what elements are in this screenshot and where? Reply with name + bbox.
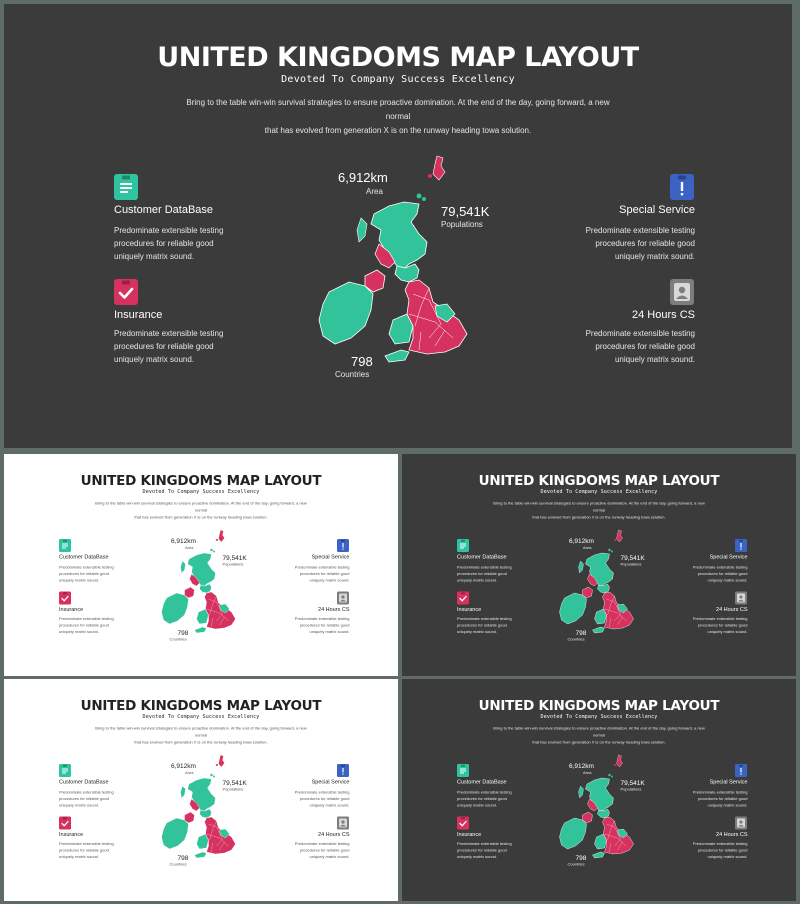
stat-population-label: Populations xyxy=(620,562,642,567)
map-western-isles xyxy=(181,561,186,573)
clipboard-alert-icon xyxy=(337,764,349,777)
stat-countries-value: 798 xyxy=(351,354,373,369)
uk-map xyxy=(309,154,479,364)
feature-title-insurance: Insurance xyxy=(59,606,84,613)
feature-desc-customer: Predominate extensible testing procedures for reliable good uniquely matrix sound. xyxy=(457,790,512,808)
slide-title: UNITED KINGDOMS MAP LAYOUT xyxy=(478,473,720,489)
feature-title-customer: Customer DataBase xyxy=(59,554,109,560)
stat-population-value: 79,541K xyxy=(222,554,247,562)
stat-area-label: Area xyxy=(583,545,592,550)
stat-countries-label: Countries xyxy=(567,862,585,867)
map-england xyxy=(603,817,634,854)
stat-countries-label: Countries xyxy=(169,637,187,642)
clipboard-list-icon xyxy=(59,539,71,552)
slide-subtitle: Devoted To Company Success Excellency xyxy=(540,714,658,720)
slide-subtitle: Devoted To Company Success Excellency xyxy=(142,714,260,720)
feature-desc-support: Predominate extensible testing procedures for reliable good uniquely matrix sound. xyxy=(692,616,748,634)
feature-desc-customer: Predominate extensible testing procedures for reliable good uniquely matrix sound. xyxy=(457,565,512,583)
feature-title-special: Special Service xyxy=(709,554,748,560)
stat-countries-label: Countries xyxy=(567,637,585,642)
clipboard-list-icon xyxy=(457,764,469,777)
slide-thumbnail-1[interactable] xyxy=(4,4,792,448)
intro-text: Bring to the table win-win survival strategies to ensure proactive domination. At the end of the day, going forward, a new normal that has evolved from generation X is on the runway heading towa solution. xyxy=(95,726,307,745)
feature-desc-insurance: Predominate extensible testing procedures for reliable good uniquely matrix sound. xyxy=(457,841,512,859)
map-ireland xyxy=(560,818,587,849)
stat-population-label: Populations xyxy=(222,562,244,567)
feature-desc-support: Predominate extensible testing procedures for reliable good uniquely matrix sound. xyxy=(294,841,350,859)
feature-title-special: Special Service xyxy=(619,204,695,216)
feature-title-customer: Customer DataBase xyxy=(59,779,109,785)
clipboard-alert-icon xyxy=(337,539,349,552)
orkney-islands xyxy=(417,194,427,202)
map-western-isles xyxy=(357,218,367,242)
stat-population-value: 79,541K xyxy=(441,204,490,219)
slide-title: UNITED KINGDOMS MAP LAYOUT xyxy=(157,42,639,73)
stat-area-label: Area xyxy=(185,545,194,550)
slide-subtitle: Devoted To Company Success Excellency xyxy=(142,489,260,495)
map-ireland xyxy=(162,593,189,624)
feature-title-support: 24 Hours CS xyxy=(716,606,748,613)
feature-title-support: 24 Hours CS xyxy=(318,606,350,613)
slide-thumbnail-4[interactable] xyxy=(4,679,398,901)
map-ireland xyxy=(319,282,373,344)
feature-title-insurance: Insurance xyxy=(59,831,84,838)
map-cornwall xyxy=(195,627,207,633)
clipboard-list-icon xyxy=(59,764,71,777)
intro-text: Bring to the table win-win survival strategies to ensure proactive domination. At the end of the day, going forward, a new normal that has evolved from generation X is on the runway heading towa solution. xyxy=(95,501,307,520)
feature-title-support: 24 Hours CS xyxy=(632,309,695,321)
stat-countries-value: 798 xyxy=(575,629,587,637)
feature-title-insurance: Insurance xyxy=(457,831,482,838)
stat-countries-label: Countries xyxy=(169,862,187,867)
clipboard-alert-icon xyxy=(735,764,747,777)
stat-population-label: Populations xyxy=(620,787,642,792)
stat-population-label: Populations xyxy=(222,787,244,792)
intro-text: Bring to the table win-win survival strategies to ensure proactive domination. At the end of the day, going forward, a new normal that has evolved from generation X is on the runway heading towa solution. xyxy=(493,726,705,745)
stat-area-label: Area xyxy=(185,770,194,775)
stat-area-value: 6,912km xyxy=(569,762,594,770)
feature-desc-insurance: Predominate extensible testing procedures for reliable good uniquely matrix sound. xyxy=(59,616,114,634)
stat-countries-value: 798 xyxy=(177,629,189,637)
stat-area-label: Area xyxy=(366,187,383,196)
slide-subtitle: Devoted To Company Success Excellency xyxy=(540,489,658,495)
feature-desc-support: Predominate extensible testing procedures for reliable good uniquely matrix sound. xyxy=(585,329,695,364)
clipboard-list-icon xyxy=(457,539,469,552)
map-england xyxy=(205,817,236,854)
feature-title-special: Special Service xyxy=(311,554,350,560)
stat-population-value: 79,541K xyxy=(620,779,645,787)
clipboard-check-icon xyxy=(457,592,469,605)
uk-map xyxy=(555,529,640,634)
feature-desc-special: Predominate extensible testing procedures for reliable good uniquely matrix sound. xyxy=(692,565,748,583)
slide-title: UNITED KINGDOMS MAP LAYOUT xyxy=(80,473,322,489)
feature-desc-special: Predominate extensible testing procedures for reliable good uniquely matrix sound. xyxy=(585,226,695,261)
map-cornwall xyxy=(385,350,409,362)
map-scotland-south xyxy=(395,264,419,282)
clipboard-alert-icon xyxy=(670,174,694,200)
map-england xyxy=(603,592,634,629)
feature-desc-special: Predominate extensible testing procedures for reliable good uniquely matrix sound. xyxy=(692,790,748,808)
slide-subtitle: Devoted To Company Success Excellency xyxy=(281,74,515,85)
map-ireland xyxy=(560,593,587,624)
stat-area-value: 6,912km xyxy=(338,170,388,185)
feature-desc-customer: Predominate extensible testing procedures for reliable good uniquely matrix sound. xyxy=(59,565,114,583)
stat-area-label: Area xyxy=(583,770,592,775)
slide-title: UNITED KINGDOMS MAP LAYOUT xyxy=(478,698,720,714)
intro-text: Bring to the table win-win survival strategies to ensure proactive domination. At the end of the day, going forward, a new normal that has evolved from generation X is on the runway heading towa solution. xyxy=(186,98,610,135)
feature-desc-special: Predominate extensible testing procedures for reliable good uniquely matrix sound. xyxy=(294,565,350,583)
clipboard-person-icon xyxy=(337,817,349,830)
slide-thumbnail-2[interactable] xyxy=(4,454,398,676)
map-western-isles xyxy=(579,561,584,573)
uk-map xyxy=(157,529,242,634)
clipboard-person-icon xyxy=(337,592,349,605)
slide-title: UNITED KINGDOMS MAP LAYOUT xyxy=(80,698,322,714)
feature-title-support: 24 Hours CS xyxy=(716,831,748,838)
map-scotland-south xyxy=(598,809,610,818)
slide-thumbnail-5[interactable] xyxy=(402,679,796,901)
orkney-islands xyxy=(608,549,613,553)
clipboard-check-icon xyxy=(59,592,71,605)
stat-countries-value: 798 xyxy=(575,854,587,862)
map-western-isles xyxy=(579,786,584,798)
stat-area-value: 6,912km xyxy=(171,762,196,770)
intro-text: Bring to the table win-win survival strategies to ensure proactive domination. At the end of the day, going forward, a new normal that has evolved from generation X is on the runway heading towa solution. xyxy=(493,501,705,520)
feature-title-special: Special Service xyxy=(709,779,748,785)
shetland-islands xyxy=(614,755,623,767)
feature-desc-special: Predominate extensible testing procedures for reliable good uniquely matrix sound. xyxy=(294,790,350,808)
feature-title-insurance: Insurance xyxy=(114,309,163,321)
map-scotland-south xyxy=(200,584,212,593)
feature-desc-support: Predominate extensible testing procedures for reliable good uniquely matrix sound. xyxy=(294,616,350,634)
clipboard-check-icon xyxy=(114,279,138,305)
stat-countries-label: Countries xyxy=(335,370,370,379)
feature-desc-insurance: Predominate extensible testing procedures for reliable good uniquely matrix sound. xyxy=(59,841,114,859)
clipboard-person-icon xyxy=(735,817,747,830)
feature-title-insurance: Insurance xyxy=(457,606,482,613)
stat-countries-value: 798 xyxy=(177,854,189,862)
map-england xyxy=(405,280,467,354)
shetland-islands xyxy=(428,156,445,180)
feature-desc-insurance: Predominate extensible testing procedures for reliable good uniquely matrix sound. xyxy=(114,329,224,364)
map-ireland xyxy=(162,818,189,849)
clipboard-person-icon xyxy=(735,592,747,605)
clipboard-check-icon xyxy=(457,817,469,830)
stat-population-value: 79,541K xyxy=(222,779,247,787)
feature-title-customer: Customer DataBase xyxy=(457,554,507,560)
uk-map xyxy=(555,754,640,859)
map-cornwall xyxy=(195,852,207,858)
clipboard-alert-icon xyxy=(735,539,747,552)
clipboard-list-icon xyxy=(114,174,138,200)
feature-title-special: Special Service xyxy=(311,779,350,785)
orkney-islands xyxy=(210,774,215,778)
map-cornwall xyxy=(593,852,605,858)
stat-population-label: Populations xyxy=(441,220,483,229)
feature-desc-support: Predominate extensible testing procedures for reliable good uniquely matrix sound. xyxy=(692,841,748,859)
clipboard-check-icon xyxy=(59,817,71,830)
feature-desc-insurance: Predominate extensible testing procedures for reliable good uniquely matrix sound. xyxy=(457,616,512,634)
orkney-islands xyxy=(608,774,613,778)
stat-area-value: 6,912km xyxy=(171,537,196,545)
shetland-islands xyxy=(216,530,225,542)
map-cornwall xyxy=(593,627,605,633)
shetland-islands xyxy=(216,755,225,767)
shetland-islands xyxy=(614,530,623,542)
map-england xyxy=(205,592,236,629)
feature-title-support: 24 Hours CS xyxy=(318,831,350,838)
feature-title-customer: Customer DataBase xyxy=(457,779,507,785)
slide-thumbnail-3[interactable] xyxy=(402,454,796,676)
map-scotland-south xyxy=(200,809,212,818)
feature-title-customer: Customer DataBase xyxy=(114,204,214,216)
clipboard-person-icon xyxy=(670,279,694,305)
stat-area-value: 6,912km xyxy=(569,537,594,545)
uk-map xyxy=(157,754,242,859)
feature-desc-customer: Predominate extensible testing procedures for reliable good uniquely matrix sound. xyxy=(114,226,224,261)
feature-desc-customer: Predominate extensible testing procedures for reliable good uniquely matrix sound. xyxy=(59,790,114,808)
map-scotland-south xyxy=(598,584,610,593)
map-western-isles xyxy=(181,786,186,798)
orkney-islands xyxy=(210,549,215,553)
stat-population-value: 79,541K xyxy=(620,554,645,562)
